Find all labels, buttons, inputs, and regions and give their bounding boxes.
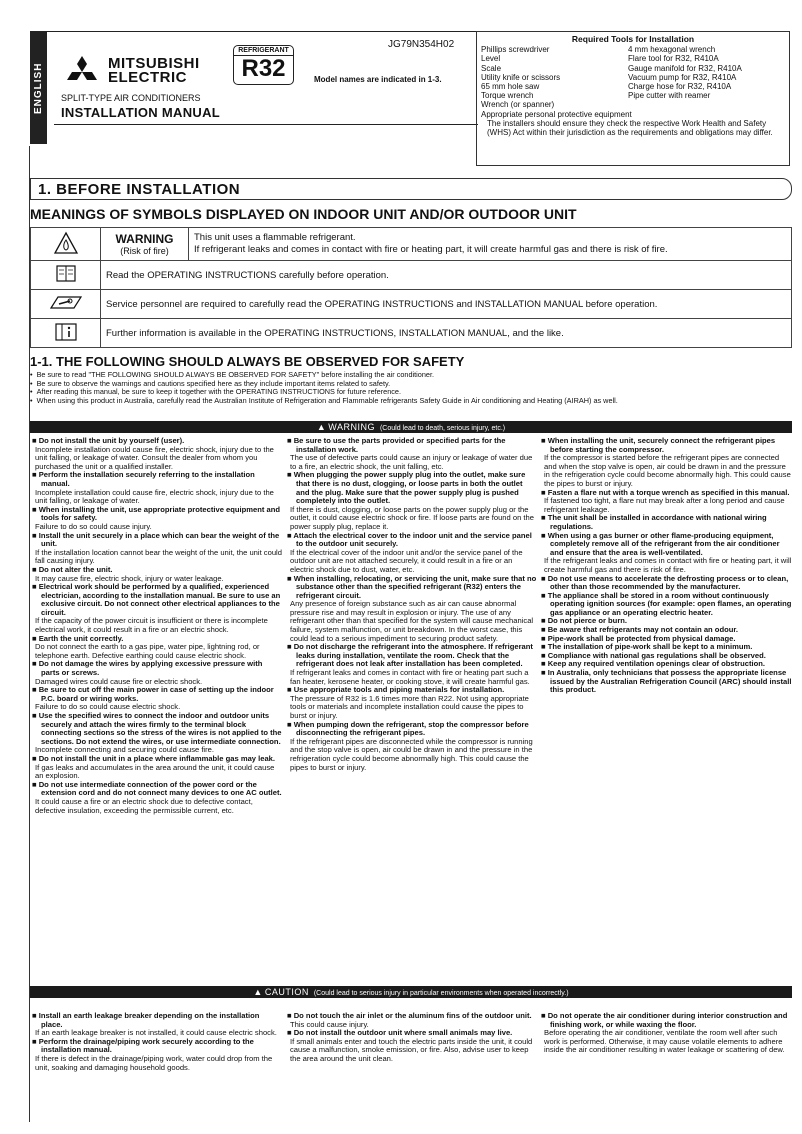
safety-item-text: Do not connect the earth to a gas pipe, water pipe, lightning rod, or telephone earth. Defective earthing could cause electric shock.: [35, 642, 260, 660]
safety-item-text: If the refrigerant pipes are disconnected while the compressor is running and the stop valve is open, air could be drawn in and the pressure in the refrigeration cycle could become abnormally high. This could cause the pipes to burst or injury.: [290, 736, 533, 772]
tool-item: Phillips screwdriver: [481, 45, 550, 55]
safety-item-text: Incomplete installation could cause fire, electric shock, injury due to the unit falling, or leakage of water.: [35, 487, 274, 506]
caution-column-2: [287, 1012, 537, 1064]
tool-item: Charge hose for R32, R410A: [628, 82, 732, 92]
manual-title: INSTALLATION MANUAL: [61, 105, 221, 120]
safety-item-text: Failure to do so could cause injury.: [35, 521, 152, 531]
safety-item-text: The pressure of R32 is 1.6 times more than R22. Not using appropriate tools or materials and incomplete installation could cause the pipes to burst or injury.: [290, 693, 529, 720]
safety-item-text: Incomplete installation could cause fire, electric shock, injury due to the unit falling, or leakage of water. Consult the dealer from whom you purchased the unit or a qualified installer.: [35, 444, 274, 471]
refrigerant-badge: [233, 45, 294, 85]
safety-item-heading: ■ In Australia, only technicians that possess the appropriate license issued by the Australian Refrigeration Council (ARC) should install this product.: [541, 669, 792, 695]
tool-item: Scale: [481, 63, 502, 73]
service-manual-icon: [31, 290, 101, 319]
tool-item: Flare tool for R32, R410A: [628, 54, 719, 64]
safety-bullet: • After reading this manual, be sure to keep it together with the OPERATING INSTRUCTIONS for future reference.: [30, 388, 800, 397]
safety-item-heading: ■ Compliance with national gas regulations shall be observed.: [541, 652, 792, 661]
safety-item-heading: ■ Do not alter the unit.: [32, 566, 282, 575]
safety-bullets: [30, 371, 800, 405]
safety-item-text: Incomplete connecting and securing could cause fire.: [35, 745, 214, 755]
safety-item-text: It could cause a fire or an electric shock due to defective contact, defective insulation, exceeding the permissible current, etc.: [35, 796, 253, 815]
warning-column-1: [32, 437, 282, 815]
caution-column-3: [541, 1012, 792, 1055]
read-text: Read the OPERATING INSTRUCTIONS carefully before operation.: [101, 261, 792, 290]
safety-item-text: If refrigerant leaks and comes in contact with fire or heating part such a fan heater, kerosene heater, or cooking stove, it will create harmful gas.: [290, 668, 530, 686]
safety-item-heading: ■ The installation of pipe-work shall be kept to a minimum.: [541, 643, 792, 652]
safety-item-text: If gas leaks and accumulates in the area around the unit, it could cause an explosion.: [35, 762, 275, 781]
safety-item-heading: ■ When installing the unit, use appropriate protective equipment and tools for safety.: [32, 506, 282, 523]
tool-item: Vacuum pump for R32, R410A: [628, 72, 737, 82]
safety-item-text: If the installation location cannot bear the weight of the unit, the unit could fall causing injury.: [35, 547, 282, 566]
safety-item-text: If the capacity of the power circuit is insufficient or there is incomplete electrical work, it could result in a fire or an electric shock.: [35, 616, 268, 635]
safety-item-heading: ■ Pipe-work shall be protected from physical damage.: [541, 635, 792, 644]
document-number: JG79N354H02: [388, 39, 455, 50]
service-text: Service personnel are required to carefully read the OPERATING INSTRUCTIONS and INSTALLATION MANUAL before operation.: [101, 290, 792, 319]
safety-item-heading: ■ Use the specified wires to connect the indoor and outdoor units securely and attach the wires firmly to the terminal block connecting sections so the stress of the wires is not applied to the sections. Do not extend the wires, or use intermediate connection.: [32, 712, 282, 746]
safety-item-heading: ■ Do not install the unit by yourself (user).: [32, 437, 282, 446]
warning-line1: This unit uses a flammable refrigerant.: [194, 232, 356, 243]
safety-item-heading: ■ Install an earth leakage breaker depending on the installation place.: [32, 1012, 282, 1029]
fire-warning-icon: [31, 228, 101, 261]
safety-item-heading: ■ When pumping down the refrigerant, stop the compressor before disconnecting the refrigerant pipes.: [287, 721, 537, 738]
safety-item-heading: ■ Be sure to use the parts provided or specified parts for the installation work.: [287, 437, 537, 454]
tool-item: 65 mm hole saw: [481, 82, 540, 92]
tools-ppe: Appropriate personal protective equipment: [481, 109, 632, 119]
symbols-table: [30, 227, 792, 348]
required-tools-box: [476, 31, 790, 166]
tools-wrench: Wrench (or spanner): [481, 100, 555, 110]
mitsubishi-logo-icon: [62, 56, 102, 86]
safety-item-heading: ■ Do not install the outdoor unit where small animals may live.: [287, 1029, 537, 1038]
safety-item-text: If there is dust, clogging, or loose parts on the power supply plug or the outlet, it could cause electric shock or fire. If loose parts are found on the power supply plug, replace it.: [290, 504, 534, 531]
safety-bullet: • Be sure to observe the warnings and cautions specified here as they include important items related to safety.: [30, 380, 800, 389]
safety-item-heading: ■ Perform the installation securely referring to the installation manual.: [32, 471, 282, 488]
section-heading: 1. BEFORE INSTALLATION: [30, 178, 792, 200]
caution-bar-label: CAUTION: [264, 987, 309, 997]
safety-item-heading: ■ When installing the unit, securely connect the refrigerant pipes before starting the compressor.: [541, 437, 792, 454]
safety-item-heading: ■ Do not use means to accelerate the defrosting process or to clean, other than those recommended by the manufacturer.: [541, 575, 792, 592]
safety-item-heading: ■ Do not pierce or burn.: [541, 617, 792, 626]
caution-triangle-icon: ▲: [253, 987, 265, 997]
tool-item: Gauge manifold for R32, R410A: [628, 63, 742, 73]
safety-item-text: Failure to do so could cause electric shock.: [35, 702, 181, 712]
warning-cell: [101, 228, 189, 261]
safety-item-heading: ■ Install the unit securely in a place which can bear the weight of the unit.: [32, 532, 282, 549]
info-text: Further information is available in the OPERATING INSTRUCTIONS, INSTALLATION MANUAL, and the like.: [101, 319, 792, 348]
info-icon: [31, 319, 101, 348]
warning-triangle-icon: ▲: [316, 422, 329, 432]
caution-bar: [30, 986, 792, 998]
safety-item-text: Any presence of foreign substance such as air can cause abnormal pressure rise and may result in explosion or injury. The use of any refrigerant other than that specified for the system will cause mechanical failure, system malfunction, or unit breakdown. In the worst case, this could lead to a serious impediment to securing product safety.: [290, 599, 534, 643]
safety-item-text: If there is defect in the drainage/piping work, water could drop from the unit, soaking and damaging household goods.: [35, 1053, 273, 1072]
safety-item-heading: ■ Perform the drainage/piping work securely according to the installation manual.: [32, 1038, 282, 1055]
safety-item-heading: ■ When using a gas burner or other flame-producing equipment, completely remove all of the refrigerant from the air conditioner and ensure that the area is well-ventilated.: [541, 532, 792, 558]
caution-column-1: [32, 1012, 282, 1072]
brand-line2: ELECTRIC: [108, 69, 187, 86]
safety-item-text: If an earth leakage breaker is not installed, it could cause electric shock.: [35, 1028, 277, 1038]
warning-line2: If refrigerant leaks and comes in contact with fire or heating part, it will create harmful gas and there is risk of fire.: [194, 244, 668, 255]
warning-column-3: [541, 437, 792, 695]
product-type: SPLIT-TYPE AIR CONDITIONERS: [61, 93, 201, 103]
safety-item-text: If the electrical cover of the indoor unit and/or the service panel of the outdoor unit are not attached securely, it could result in a fire or an electric shock due to dust, water, etc.: [290, 547, 523, 574]
safety-item-heading: ■ Electrical work should be performed by a qualified, experienced electrician, according to the installation manual. Be sure to use an exclusive circuit. Do not connect other electrical appliances to the circuit.: [32, 583, 282, 617]
warning-sub: (Risk of fire): [120, 246, 169, 256]
safety-item-heading: ■ Do not use intermediate connection of the power cord or the extension cord and do not connect many devices to one AC outlet.: [32, 781, 282, 798]
safety-bullet: • When using this product in Australia, carefully read the Australian Institute of Refrigeration and Flammable refrigerants Safety Guide in Air conditioning and Heating (AIRAH) as well.: [30, 397, 800, 406]
safety-bullet: • Be sure to read "THE FOLLOWING SHOULD ALWAYS BE OBSERVED FOR SAFETY" before installing the air conditioner.: [30, 371, 800, 380]
safety-item-text: Before operating the air conditioner, ventilate the room well after such work is performed. Otherwise, it may cause volatile elements to adhere inside the air conditioner resulting in water leakage or scattering of dew.: [544, 1028, 785, 1055]
safety-item-heading: ■ Do not touch the air inlet or the aluminum fins of the outdoor unit.: [287, 1012, 537, 1021]
refrigerant-value: R32: [241, 55, 286, 82]
title-underline: [54, 124, 478, 125]
safety-item-text: This could cause injury.: [290, 1019, 369, 1029]
safety-item-text: The use of defective parts could cause an injury or leakage of water due to a fire, an electric shock, the unit falling, etc.: [290, 453, 533, 471]
tools-note: The installers should ensure they check the respective Work Health and Safety (WHS) Act within their jurisdiction as the requirements and obligations may differ.: [487, 118, 773, 138]
model-note: Model names are indicated in 1-3.: [314, 75, 442, 84]
tool-item: Pipe cutter with reamer: [628, 91, 711, 101]
safety-item-heading: ■ Do not operate the air conditioner during interior construction and finishing work, or while waxing the floor.: [541, 1012, 792, 1029]
safety-item-heading: ■ Do not discharge the refrigerant into the atmosphere. If refrigerant leaks during installation, ventilate the room. Check that the refrigerant does not leak after installation has been completed.: [287, 643, 537, 669]
safety-item-heading: ■ The appliance shall be stored in a room without continuously operating ignition sources (for example: open flames, an operating gas appliance or an operating electric heater.: [541, 592, 792, 618]
safety-item-heading: ■ Use appropriate tools and piping materials for installation.: [287, 686, 537, 695]
safety-item-text: Damaged wires could cause fire or electric shock.: [35, 676, 203, 686]
warning-label: WARNING: [115, 232, 174, 246]
caution-bar-note: (Could lead to serious injury in particular environments when operated incorrectly.): [313, 990, 569, 997]
safety-heading: 1-1. THE FOLLOWING SHOULD ALWAYS BE OBSERVED FOR SAFETY: [30, 354, 465, 369]
safety-item-heading: ■ Earth the unit correctly.: [32, 635, 282, 644]
safety-item-heading: ■ When installing, relocating, or servicing the unit, make sure that no substance other than the specified refrigerant (R32) enters the refrigerant circuit.: [287, 575, 537, 601]
warning-column-2: [287, 437, 537, 772]
tool-item: 4 mm hexagonal wrench: [628, 45, 716, 55]
book-icon: [31, 261, 101, 290]
warning-bar: [30, 421, 792, 433]
safety-item-text: If the refrigerant leaks and comes in contact with fire or heating part, it will create harmful gas and there is risk of fire.: [544, 556, 792, 574]
tools-grid: [481, 45, 785, 100]
tool-item: Level: [481, 54, 501, 64]
safety-item-text: If fastened too tight, a flare nut may break after a long period and cause refrigerant leakage.: [544, 496, 785, 514]
safety-item-heading: ■ Keep any required ventilation openings clear of obstruction.: [541, 660, 792, 669]
safety-item-text: If the compressor is started before the refrigerant pipes are connected and when the stop valve is open, air could be drawn in and the pressure in the refrigeration cycle could become abnormally high. This could cause the pipes to burst or injury.: [544, 453, 791, 488]
safety-item-heading: ■ Do not damage the wires by applying excessive pressure with parts or screws.: [32, 660, 282, 677]
tool-item: Torque wrench: [481, 91, 534, 101]
tool-item: Utility knife or scissors: [481, 72, 561, 82]
warning-bar-note: (Could lead to death, serious injury, etc.): [379, 425, 506, 432]
tools-heading: Required Tools for Installation: [571, 34, 695, 44]
safety-item-heading: ■ Do not install the unit in a place where inflammable gas may leak.: [32, 755, 282, 764]
safety-item-heading: ■ Fasten a flare nut with a torque wrench as specified in this manual.: [541, 489, 792, 498]
safety-item-heading: ■ The unit shall be installed in accordance with national wiring regulations.: [541, 514, 792, 531]
safety-item-heading: ■ Be sure to cut off the main power in case of setting up the indoor P.C. board or wiring works.: [32, 686, 282, 703]
brand-line1: MITSUBISHI: [108, 55, 200, 72]
language-tab: ENGLISH: [30, 32, 47, 144]
refrigerant-label: REFRIGERANT: [234, 46, 293, 56]
meanings-heading: MEANINGS OF SYMBOLS DISPLAYED ON INDOOR UNIT AND/OR OUTDOOR UNIT: [30, 206, 577, 222]
warning-text-cell: [189, 228, 792, 261]
safety-item-text: If small animals enter and touch the electric parts inside the unit, it could cause a malfunction, smoke emission, or fire. Also, advise user to keep the area around the unit clean.: [290, 1036, 533, 1063]
safety-item-text: It may cause fire, electric shock, injury or water leakage.: [35, 573, 224, 583]
safety-item-heading: ■ Attach the electrical cover to the indoor unit and the service panel to the outdoor unit securely.: [287, 532, 537, 549]
warning-bar-label: WARNING: [328, 422, 375, 432]
safety-item-heading: ■ When plugging the power supply plug into the outlet, make sure that there is no dust, clogging, or loose parts in both the outlet and the plug. Make sure that the power supply plug is pushed completely into the outlet.: [287, 471, 537, 505]
safety-item-heading: ■ Be aware that refrigerants may not contain an odour.: [541, 626, 792, 635]
